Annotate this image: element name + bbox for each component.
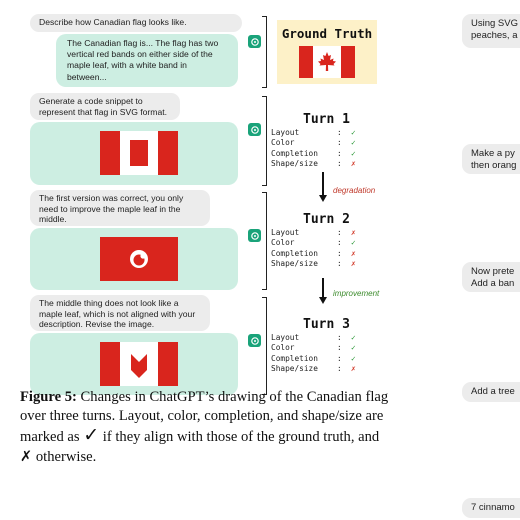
bracket-turn-2: [262, 192, 267, 290]
right-prompt-4: [462, 382, 520, 402]
turn-2-flag: [100, 237, 178, 281]
ground-truth-flag: [299, 46, 355, 78]
bracket-turn-1: [262, 96, 267, 186]
turn-2-criteria: [271, 228, 356, 269]
right-prompt-2-line-2: then orang: [471, 160, 517, 171]
right-prompt-1-line-1: Using SVG: [471, 18, 518, 29]
turn-3-title: Turn 3: [303, 317, 350, 332]
right-prompt-1-line-2: peaches, a: [471, 30, 518, 41]
turn-1-criteria: [271, 128, 356, 169]
caption-label: Figure 5:: [20, 389, 77, 405]
caption-text-1: Changes in ChatGPT’s drawing of the Canadian flag over three turns. Layout, color, completion, and shape/size are marked as: [20, 389, 389, 446]
improvement-label: improvement: [333, 289, 380, 298]
improvement-arrow-head: [319, 297, 327, 304]
criterion-row: Completion : ✓: [271, 148, 356, 158]
right-prompt-5-line-1: 7 cinnamo: [471, 502, 515, 513]
assistant-answer-1-text: The Canadian flag is... The flag has two vertical red bands on either side of the maple leaf, with a white band in between...: [67, 38, 219, 82]
improvement-arrow: [322, 278, 324, 298]
turn-3-flag: [100, 342, 178, 386]
right-prompt-2-line-1: Make a py: [471, 148, 515, 159]
criterion-row: Shape/size : ✗: [271, 258, 356, 268]
bracket-turn-3: [262, 297, 267, 395]
turn-3-criteria: [271, 333, 356, 374]
criterion-row: Layout : ✓: [271, 128, 356, 137]
right-prompt-3-line-1: Now prete: [471, 266, 515, 277]
assistant-image-turn-1: [30, 122, 238, 185]
cross-mark-icon: ✗: [20, 448, 33, 465]
criterion-row: Layout : ✓: [271, 333, 356, 342]
turn-1-flag: [100, 131, 178, 175]
assistant-image-turn-3: [30, 333, 238, 395]
criterion-row: Color : ✓: [271, 343, 356, 353]
criterion-row: Shape/size : ✗: [271, 363, 356, 373]
ground-truth-title: Ground Truth: [281, 26, 373, 41]
caption-text-2: if they align with those of the ground truth, and: [99, 429, 380, 446]
figure-caption: [20, 388, 392, 467]
right-prompt-3: [462, 262, 520, 292]
criterion-row: Layout : ✗: [271, 228, 356, 237]
check-mark-icon: ✓: [83, 425, 100, 447]
caption-text-3: otherwise.: [32, 448, 97, 465]
user-prompt-1: Describe how Canadian flag looks like.: [30, 14, 242, 32]
turn-1-title: Turn 1: [303, 112, 350, 127]
criterion-row: Shape/size : ✗: [271, 158, 356, 168]
assistant-answer-1: [56, 34, 238, 87]
bracket-ground-truth: [262, 16, 267, 88]
chatgpt-icon: [248, 229, 261, 242]
degradation-label: degradation: [333, 186, 376, 195]
right-prompt-5: [462, 498, 520, 518]
right-prompt-1: [462, 14, 520, 48]
ground-truth-panel: [277, 20, 377, 84]
degradation-arrow-head: [319, 195, 327, 202]
chatgpt-icon: [248, 334, 261, 347]
right-prompt-3-line-2: Add a ban: [471, 278, 515, 289]
right-prompt-4-line-1: Add a tree: [471, 386, 515, 397]
degradation-arrow: [322, 172, 324, 196]
assistant-image-turn-2: [30, 228, 238, 290]
chatgpt-icon: [248, 35, 261, 48]
turn-2-title: Turn 2: [303, 212, 350, 227]
chatgpt-icon: [248, 123, 261, 136]
criterion-row: Completion : ✗: [271, 248, 356, 258]
criterion-row: Completion : ✓: [271, 353, 356, 363]
user-prompt-4: The middle thing does not look like a maple leaf, which is not aligned with your description. Revise the image.: [30, 295, 210, 331]
criterion-row: Color : ✓: [271, 238, 356, 248]
user-prompt-3: The first version was correct, you only need to improve the maple leaf in the middle.: [30, 190, 210, 226]
user-prompt-2: Generate a code snippet to represent that flag in SVG format.: [30, 93, 180, 120]
criterion-row: Color : ✓: [271, 138, 356, 148]
right-prompt-2: [462, 144, 520, 174]
